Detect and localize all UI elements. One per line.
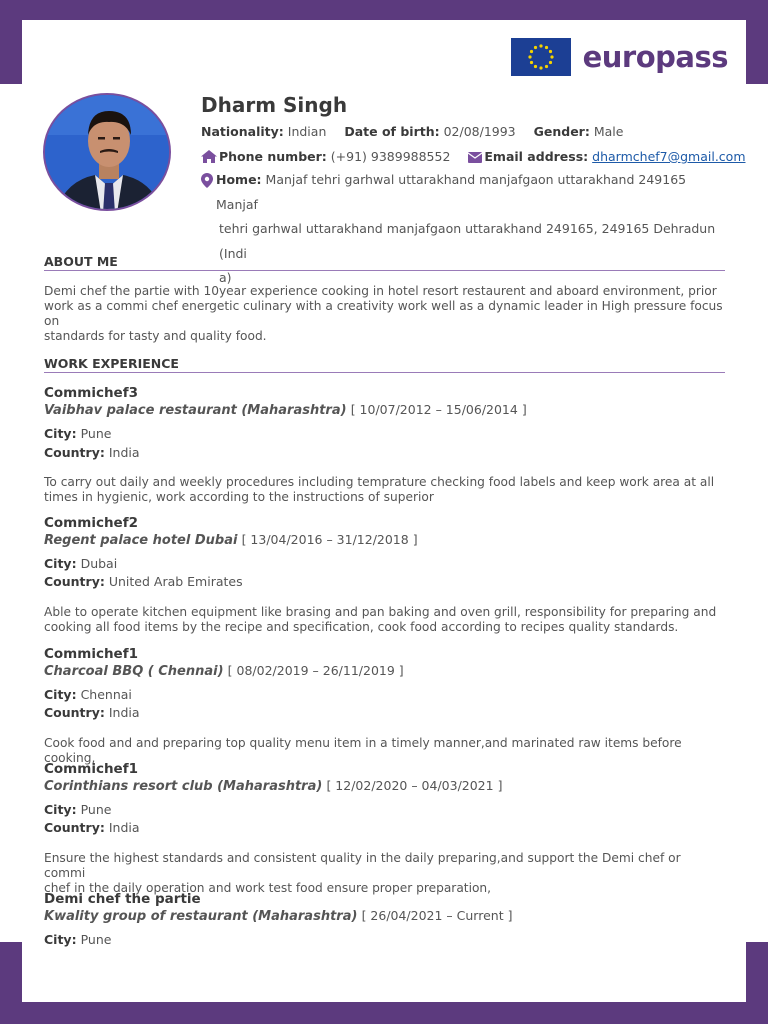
- left-stripe: [0, 84, 22, 942]
- job-employer: [44, 532, 418, 548]
- gender-value: Male: [593, 124, 624, 139]
- city-value: Pune: [80, 426, 112, 441]
- dob-value: 02/08/1993: [443, 124, 516, 139]
- employer-name: Vaibhav palace restaurant (Maharashtra): [44, 403, 347, 418]
- job-dates: [ 12/02/2020 – 04/03/2021 ]: [326, 778, 503, 793]
- job-city: [44, 556, 117, 571]
- job-desc-line: chef in the daily operation and work test food ensure proper preparation,: [44, 881, 492, 895]
- employer-name: Regent palace hotel Dubai: [44, 533, 238, 548]
- gender-label: Gender:: [533, 124, 590, 139]
- phone-value: (+91) 9389988552: [330, 149, 451, 164]
- job-employer: [44, 778, 502, 794]
- job-desc-line: Able to operate kitchen equipment like brasing and pan baking and oven grill, responsibility for preparing and: [44, 605, 717, 619]
- job-country: [44, 705, 140, 720]
- job-city: [44, 426, 111, 441]
- job-title: Commichef2: [44, 515, 138, 531]
- europass-wordmark: europass: [582, 40, 728, 74]
- job-description: [44, 475, 725, 505]
- envelope-icon: [468, 151, 482, 166]
- job-city: [44, 687, 132, 702]
- job-country: [44, 820, 140, 835]
- phone-label: Phone number:: [219, 149, 327, 164]
- employer-name: Charcoal BBQ ( Chennai): [44, 664, 224, 679]
- country-label: Country:: [44, 705, 105, 720]
- cv-page: [22, 20, 746, 1002]
- dob-label: Date of birth:: [344, 124, 440, 139]
- country-value: India: [108, 820, 140, 835]
- job-employer: [44, 663, 404, 679]
- nationality-value: Indian: [287, 124, 327, 139]
- about-line-2: work as a commi chef energetic culinary with a creativity work well as a dynamic leader in High pressure focus on: [44, 299, 723, 328]
- job-description: [44, 605, 725, 635]
- job-desc-line: To carry out daily and weekly procedures including temprature checking food labels and keep work area at all: [44, 475, 715, 489]
- job-dates: [ 26/04/2021 – Current ]: [361, 908, 513, 923]
- city-label: City:: [44, 687, 77, 702]
- employer-name: Kwality group of restaurant (Maharashtra): [44, 909, 358, 924]
- city-label: City:: [44, 426, 77, 441]
- personal-details-line: [201, 124, 623, 139]
- city-label: City:: [44, 802, 77, 817]
- job-dates: [ 13/04/2016 – 31/12/2018 ]: [241, 532, 418, 547]
- job-country: [44, 445, 140, 460]
- city-value: Pune: [80, 932, 112, 947]
- city-value: Dubai: [80, 556, 118, 571]
- job-country: [44, 574, 243, 589]
- eu-flag-icon: [511, 38, 571, 76]
- about-me-text: [44, 284, 725, 344]
- job-title: Commichef1: [44, 761, 138, 777]
- job-employer: [44, 402, 527, 418]
- about-line-1: Demi chef the partie with 10year experience cooking in hotel resort restaurent and aboard environment, prior: [44, 284, 717, 298]
- home-line-1: Manjaf tehri garhwal uttarakhand manjafgaon uttarakhand 249165 Manjaf: [216, 172, 687, 212]
- contact-line: [201, 149, 746, 166]
- city-value: Pune: [80, 802, 112, 817]
- home-label: Home:: [216, 172, 262, 187]
- job-desc-line: times in hygienic, work according to the instructions of superior: [44, 490, 434, 504]
- country-value: United Arab Emirates: [108, 574, 243, 589]
- home-line-3: a): [219, 270, 232, 285]
- country-label: Country:: [44, 445, 105, 460]
- job-employer: [44, 908, 512, 924]
- work-experience-heading: WORK EXPERIENCE: [44, 356, 725, 373]
- location-pin-icon: [201, 173, 213, 192]
- country-label: Country:: [44, 574, 105, 589]
- employer-name: Corinthians resort club (Maharashtra): [44, 779, 323, 794]
- person-name: Dharm Singh: [201, 93, 348, 117]
- job-description: [44, 736, 725, 766]
- job-desc-line: Ensure the highest standards and consistent quality in the daily preparing,and support the Demi chef or commi: [44, 851, 681, 880]
- home-address: [216, 168, 729, 291]
- job-city: [44, 802, 111, 817]
- job-description: [44, 851, 725, 896]
- about-me-heading: ABOUT ME: [44, 254, 725, 271]
- country-value: India: [108, 705, 140, 720]
- right-stripe: [746, 84, 768, 942]
- home-line-2: tehri garhwal uttarakhand manjafgaon uttarakhand 249165, 249165 Dehradun (Indi: [219, 221, 716, 261]
- europass-logo: [511, 38, 728, 76]
- top-band: [0, 0, 768, 20]
- home-phone-icon: [201, 150, 217, 166]
- job-title: Commichef3: [44, 385, 138, 401]
- avatar: [43, 93, 171, 211]
- about-line-3: standards for tasty and quality food.: [44, 329, 267, 343]
- email-link[interactable]: dharmchef7@gmail.com: [592, 149, 746, 164]
- city-label: City:: [44, 932, 77, 947]
- city-label: City:: [44, 556, 77, 571]
- city-value: Chennai: [80, 687, 132, 702]
- job-dates: [ 10/07/2012 – 15/06/2014 ]: [350, 402, 527, 417]
- country-label: Country:: [44, 820, 105, 835]
- bottom-band: [0, 1002, 768, 1024]
- country-value: India: [108, 445, 140, 460]
- job-desc-line: Cook food and and preparing top quality menu item in a timely manner,and marinated raw items before cooking,: [44, 736, 682, 765]
- job-title: Commichef1: [44, 646, 138, 662]
- job-desc-line: cooking all food items by the recipe and specification, cook food according to recipes quality standards.: [44, 620, 679, 634]
- job-dates: [ 08/02/2019 – 26/11/2019 ]: [227, 663, 404, 678]
- job-city: [44, 932, 111, 947]
- email-label: Email address:: [484, 149, 589, 164]
- nationality-label: Nationality:: [201, 124, 284, 139]
- job-title: Demi chef the partie: [44, 891, 201, 907]
